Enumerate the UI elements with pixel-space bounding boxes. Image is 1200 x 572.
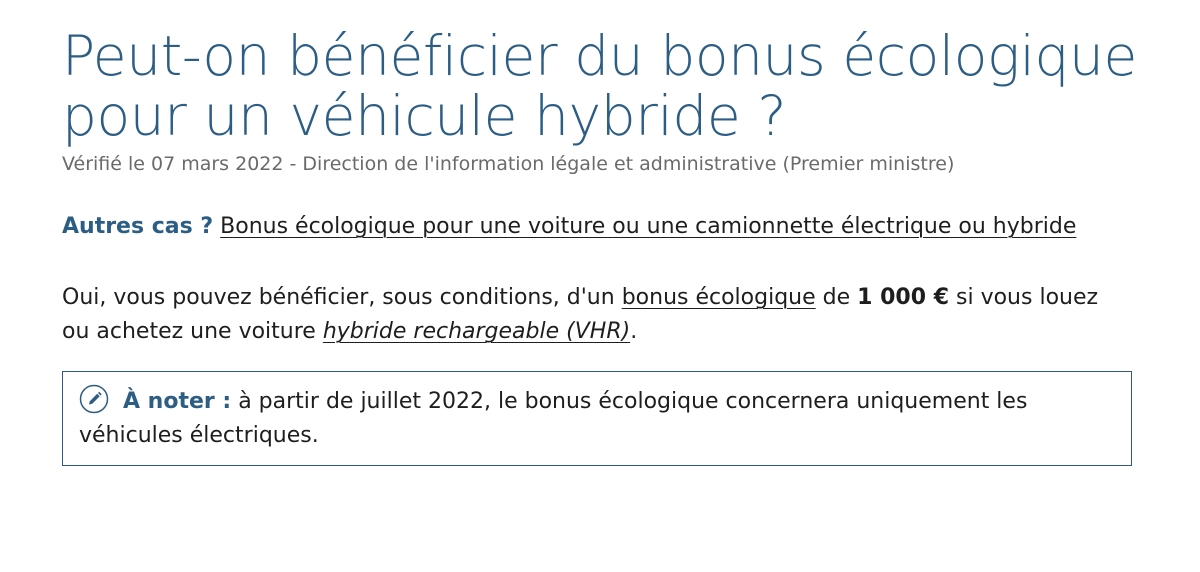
note-box bbox=[62, 371, 1132, 466]
bonus-ecologique-link[interactable]: bonus écologique bbox=[621, 285, 816, 310]
other-cases-link[interactable]: Bonus écologique pour une voiture ou une camionnette électrique ou hybride bbox=[220, 214, 1077, 239]
intro-text-3: si vous louez ou achetez une voiture bbox=[62, 285, 1099, 344]
note-label: À noter : bbox=[123, 389, 232, 414]
note-text: à partir de juillet 2022, le bonus écologique concernera uniquement les véhicules électriques. bbox=[79, 389, 1028, 448]
intro-text-1: Oui, vous pouvez bénéficier, sous conditions, d'un bbox=[62, 285, 622, 310]
other-cases bbox=[62, 210, 1122, 243]
intro-text-4: . bbox=[630, 319, 638, 344]
intro-text-2: de bbox=[815, 285, 858, 310]
other-cases-label: Autres cas ? bbox=[62, 214, 214, 239]
page-title: Peut-on bénéficier du bonus écologique pour un véhicule hybride ? bbox=[62, 24, 1137, 148]
intro-paragraph bbox=[62, 281, 1122, 349]
verified-date: Vérifié le 07 mars 2022 - Direction de l'information légale et administrative (Premier ministre) bbox=[62, 153, 955, 175]
bonus-amount: 1 000 € bbox=[857, 285, 950, 310]
pencil-icon bbox=[79, 384, 109, 414]
vhr-definition-link[interactable]: hybride rechargeable (VHR) bbox=[322, 319, 631, 344]
